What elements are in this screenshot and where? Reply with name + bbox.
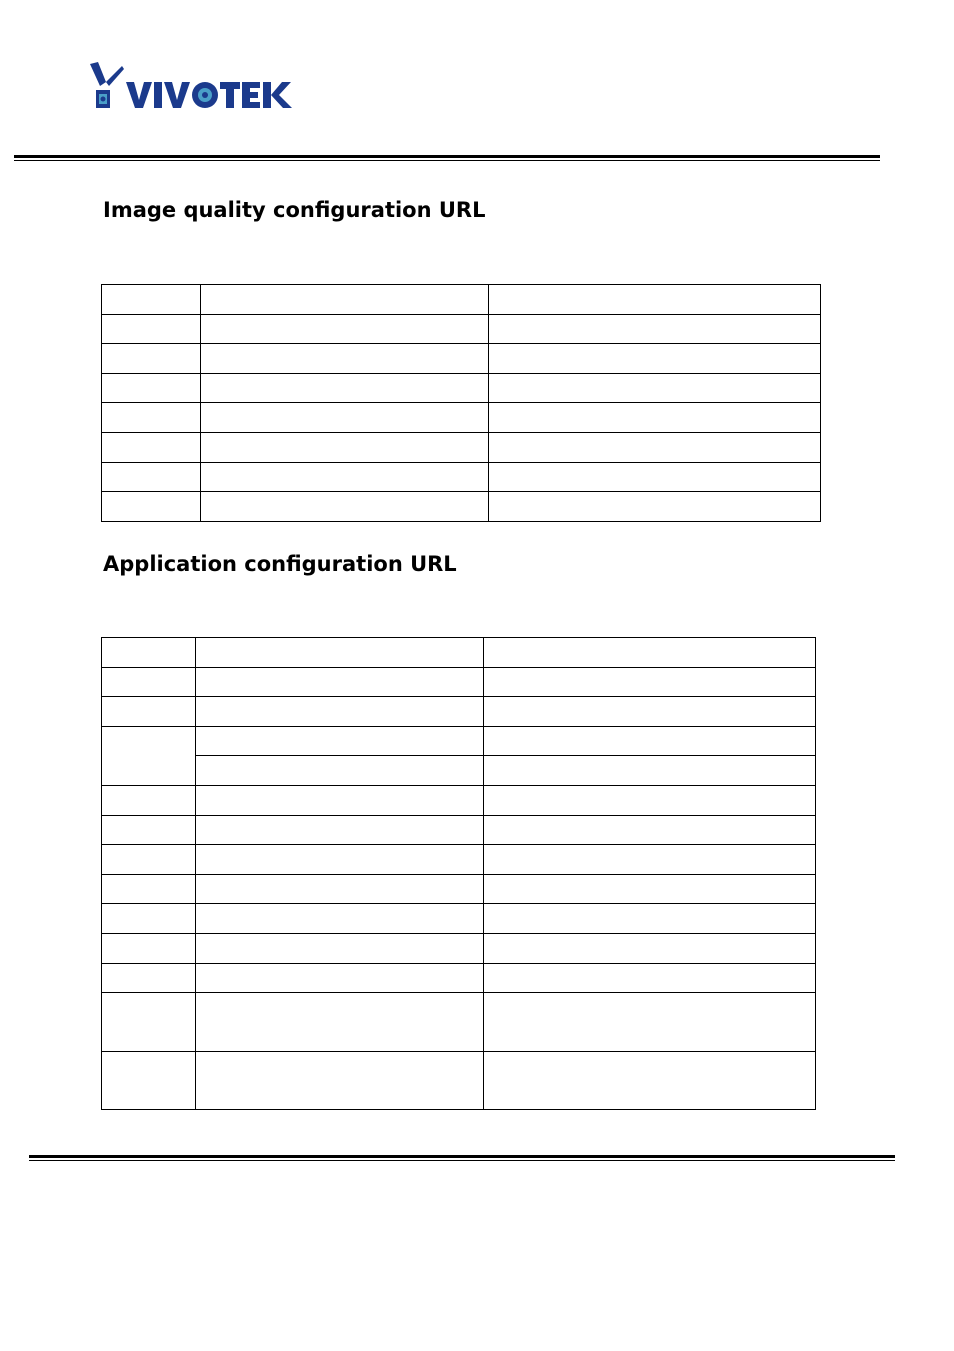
table-cell xyxy=(102,815,196,845)
table-row xyxy=(102,403,821,433)
table-row xyxy=(102,933,816,963)
table-cell xyxy=(489,403,821,433)
table-cell xyxy=(102,904,196,934)
table-cell xyxy=(102,462,201,492)
footer-divider xyxy=(29,1155,895,1158)
table-cell xyxy=(201,373,489,403)
table-cell xyxy=(102,344,201,374)
table-row xyxy=(102,756,816,786)
table-cell xyxy=(196,993,484,1051)
table-cell xyxy=(102,933,196,963)
table-cell xyxy=(196,815,484,845)
table-cell xyxy=(484,638,816,668)
table-cell xyxy=(484,697,816,727)
camera-mark-icon xyxy=(90,62,124,108)
table-cell xyxy=(484,756,816,786)
table-cell xyxy=(102,845,196,875)
table-cell xyxy=(201,432,489,462)
table-row xyxy=(102,1051,816,1109)
header-divider xyxy=(14,155,880,158)
table-cell xyxy=(484,845,816,875)
table-row xyxy=(102,845,816,875)
table-cell xyxy=(102,726,196,785)
table-cell xyxy=(201,314,489,344)
table-cell xyxy=(102,432,201,462)
table-cell xyxy=(489,492,821,522)
table-cell xyxy=(489,344,821,374)
table-cell xyxy=(489,373,821,403)
table-cell xyxy=(102,874,196,904)
table-cell xyxy=(196,933,484,963)
table-cell xyxy=(484,874,816,904)
table-cell xyxy=(489,432,821,462)
table-cell xyxy=(201,403,489,433)
table-cell xyxy=(201,344,489,374)
table-row xyxy=(102,785,816,815)
table-cell xyxy=(201,462,489,492)
table-row xyxy=(102,638,816,668)
table-cell xyxy=(102,993,196,1051)
table-row xyxy=(102,373,821,403)
table-row xyxy=(102,344,821,374)
table-row xyxy=(102,726,816,756)
table-cell xyxy=(102,492,201,522)
table-cell xyxy=(489,314,821,344)
table-cell xyxy=(484,1051,816,1109)
application-table xyxy=(101,637,816,1110)
table-cell xyxy=(484,785,816,815)
table-cell xyxy=(484,963,816,993)
table-cell xyxy=(102,785,196,815)
table-row xyxy=(102,963,816,993)
table-cell xyxy=(102,638,196,668)
table-cell xyxy=(102,373,201,403)
table-cell xyxy=(102,403,201,433)
section-title-application: Application configuration URL xyxy=(103,552,457,576)
table-cell xyxy=(102,285,201,315)
table-cell xyxy=(102,667,196,697)
table-cell xyxy=(489,285,821,315)
table-cell xyxy=(484,904,816,934)
table-cell xyxy=(484,933,816,963)
table-cell xyxy=(484,815,816,845)
table-cell xyxy=(102,1051,196,1109)
table-cell xyxy=(102,314,201,344)
table-row xyxy=(102,285,821,315)
table-row xyxy=(102,904,816,934)
table-cell xyxy=(196,845,484,875)
table-cell xyxy=(201,492,489,522)
table-cell xyxy=(196,667,484,697)
table-cell xyxy=(196,963,484,993)
section-title-image-quality: Image quality configuration URL xyxy=(103,198,486,222)
vivotek-logo xyxy=(84,60,294,116)
table-row xyxy=(102,874,816,904)
table-row xyxy=(102,432,821,462)
table-row xyxy=(102,667,816,697)
table-row xyxy=(102,492,821,522)
table-cell xyxy=(196,638,484,668)
table-cell xyxy=(484,726,816,756)
table-cell xyxy=(201,285,489,315)
table-cell xyxy=(102,963,196,993)
table-row xyxy=(102,815,816,845)
vivotek-wordmark xyxy=(126,82,292,108)
table-cell xyxy=(489,462,821,492)
table-cell xyxy=(484,667,816,697)
table-cell xyxy=(196,785,484,815)
table-cell xyxy=(102,697,196,727)
table-row xyxy=(102,462,821,492)
table-cell xyxy=(196,726,484,756)
table-cell xyxy=(484,993,816,1051)
table-row xyxy=(102,314,821,344)
table-cell xyxy=(196,697,484,727)
image-quality-table xyxy=(101,284,821,522)
table-row xyxy=(102,993,816,1051)
table-cell xyxy=(196,756,484,786)
table-cell xyxy=(196,874,484,904)
table-cell xyxy=(196,904,484,934)
table-cell xyxy=(196,1051,484,1109)
table-row xyxy=(102,697,816,727)
